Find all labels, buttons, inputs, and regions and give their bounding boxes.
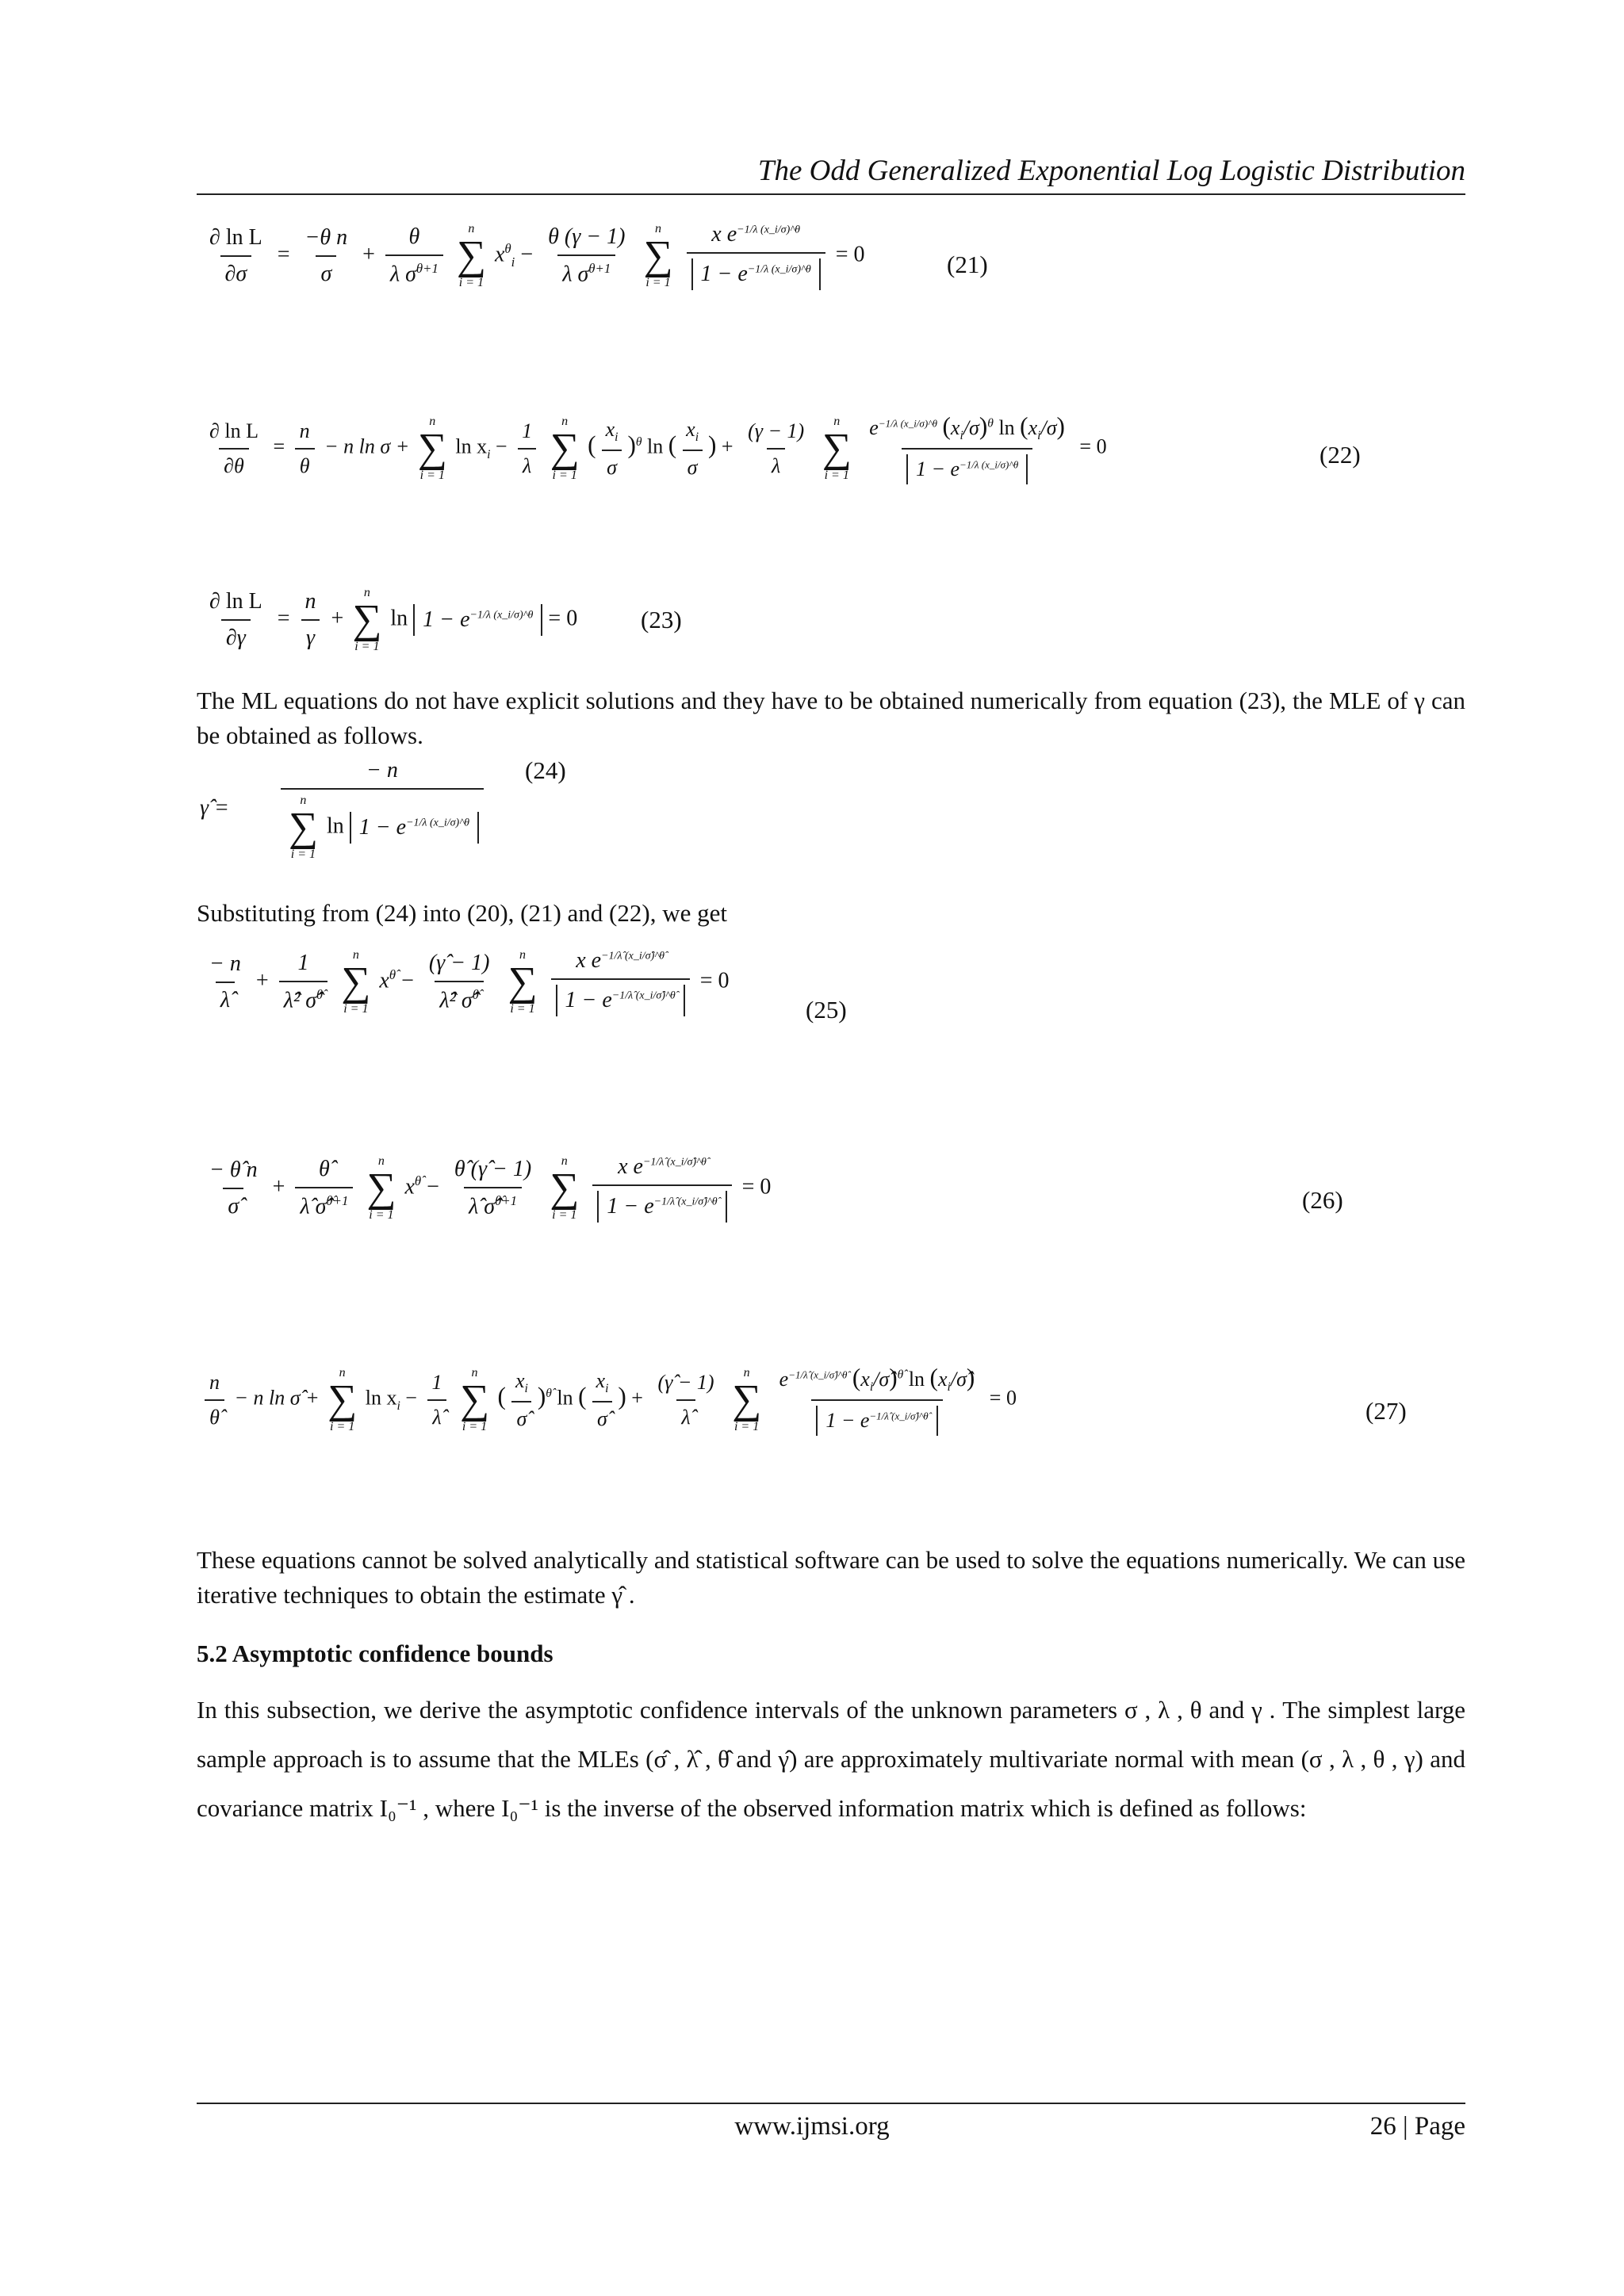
summation: n ∑ i = 1 (550, 1154, 580, 1222)
bracket: $1 - e^{-1/\lambda (x\_i/\sigma)\^{}\theta}$ (691, 258, 821, 290)
summation: n ∑ i = 1 (550, 414, 580, 482)
eq21-term1: $\frac{\text{−θ n}}{\sigma}$ (304, 225, 348, 286)
equation-24: γ̂ = − n n ∑ i = 1 $\ln 1 - e^{-1/\lambda (x\_i/\sigma)\^{}\theta}$ (200, 758, 530, 861)
eq26-term3: $\frac{\thetâ (\gammâ - 1)}{\lambdâ \sigmâ^{\thetâ+1}}$ (454, 1157, 532, 1219)
equation-23: $\frac{\text{∂ ln L}}{\partial\gamma}$ = $\frac{n}{\gamma}$ + n ∑ i = 1 $\ln 1 - e^{-1/\lambda (x\_i/\sigma)\^{}\theta} = 0$ (200, 587, 577, 653)
eq24-fraction: − n n ∑ i = 1 $\ln 1 - e^{-1/\lambda (x\_i/\sigma)\^{}\theta}$ (239, 758, 525, 861)
paragraph: The ML equations do not have explicit solutions and they have to be obtained numerically from equation (23), the MLE of γ can be obtained as follows. (197, 687, 1465, 749)
eq22-inner-fraction: $\frac{e^{-1/\lambda (x\_i/\sigma)\^{}\theta} (x_i/\sigma)^\theta \ln (x_i/\sigma)}{1 - e^{-1/\lambda (x\_i/\sigma)\^{}\theta}}$ (864, 412, 1070, 484)
eq25-term3: $\frac{(\gammâ - 1)}{\lambdâ^2 \sigmâ^{\thetâ}}$ (428, 951, 490, 1013)
eq27-term4: $\frac{1}{\lambdâ}$ (427, 1371, 446, 1429)
bracket: $1 - e^{-1/\lambdâ (x\_i/\sigmâ)\^{}\thetâ}$ (816, 1406, 937, 1436)
bracket: $1 - e^{-1/\lambda (x\_i/\sigma)\^{}\theta}$ (413, 604, 542, 636)
equation-number: (26) (1302, 1186, 1343, 1214)
header-rule (197, 193, 1465, 195)
bracket: $1 - e^{-1/\lambda (x\_i/\sigma)\^{}\theta}$ (350, 812, 479, 844)
eq21-term2: $\frac{\theta}{\lambda \sigma^{\theta+1}}$ (385, 224, 443, 287)
eq23-term1: $\frac{n}{\gamma}$ (301, 589, 321, 651)
equation-number: (27) (1365, 1397, 1407, 1425)
eq26-term1: $\frac{- \thetâ n}{\sigmâ}$ (209, 1158, 258, 1219)
section-heading: 5.2 Asymptotic confidence bounds (197, 1640, 553, 1667)
summation: n ∑ i = 1 (456, 222, 486, 289)
eq22-term4: $\frac{1}{\lambda}$ (517, 419, 537, 478)
eq25-term2: $\frac{1}{\lambdâ^2 \sigmâ^{\thetâ}}$ (279, 951, 328, 1013)
eq25-inner-fraction: $\frac{x e^{-1/\lambdâ (x\_i/\sigmâ)\^{}\thetâ}}{1 - e^{-1/\lambdâ (x\_i/\sigmâ)\^{}\thetâ}}$ (551, 948, 690, 1016)
eq21-inner-fraction: $\frac{x e^{-1/\lambda (x\_i/\sigma)\^{}\theta}}{1 - e^{-1/\lambda (x\_i/\sigma)\^{}\theta}}$ (687, 222, 825, 290)
equation-26: $\frac{- \thetâ n}{\sigmâ}$ + $\frac{\thetâ}{\lambdâ \sigmâ^{\thetâ+1}}$ n ∑ i = 1 $x^{\thetâ}$ − $\frac{\thetâ (\gammâ - 1)}{\lambdâ \sigmâ^{\thetâ+1}}$ n ∑ i = 1 $\frac{x e^{-1/\lambdâ (x\_i/\sigmâ)\^{}\thetâ}}{1 - e^{-1/\lambdâ (x\_i/\sigmâ)\^{}\thetâ}}$ = 0 (200, 1154, 771, 1223)
eq22-term5: $\frac{(\gamma - 1)}{\lambda}$ (748, 419, 805, 477)
footer-page-number: 26 | Page (1369, 2112, 1465, 2141)
equation-25: $\frac{- n}{\lambdâ}$ + $\frac{1}{\lambdâ^2 \sigmâ^{\thetâ}}$ n ∑ i = 1 $x^{\thetâ}$ − $\frac{(\gammâ - 1)}{\lambdâ^2 \sigmâ^{\thetâ}}$ n ∑ i = 1 $\frac{x e^{-1/\lambdâ (x\_i/\sigmâ)\^{}\thetâ}}{1 - e^{-1/\lambdâ (x\_i/\sigmâ)\^{}\thetâ}}$ = 0 (200, 948, 730, 1016)
eq27-ratio: $\frac{x_i}{\sigmâ}$ (511, 1369, 533, 1431)
eq22-ratio: $\frac{x_i}{\sigma}$ (681, 418, 703, 480)
eq22-term1: $\frac{n}{\theta}$ (295, 419, 315, 478)
eq27-inner-fraction: $\frac{e^{-1/\lambdâ (x\_i/\sigmâ)\^{}\thetâ} (x_i/\sigmâ)^{\thetâ} \ln (x_i/\sigmâ)}{1 - e^{-1/\lambdâ (x\_i/\sigmâ)\^{}\thetâ}}$ (775, 1364, 980, 1436)
summation: n ∑ i = 1 (366, 1154, 396, 1222)
footer-rule (197, 2103, 1465, 2104)
eq25-term1: $\frac{- n}{\lambdâ}$ (209, 951, 241, 1012)
equation-27: $\frac{n}{\thetâ}$ − n ln σ̂ + n ∑ i = 1 $\ln x_i$ − $\frac{1}{\lambdâ}$ n ∑ i = 1 ( $\frac{x_i}{\sigmâ}$ )$^{\thetâ}$ ln ( $\frac{x_i}{\sigmâ}$ ) + $\frac{(\gammâ - 1)}{\lambdâ}$ n ∑ i = 1 $\frac{e^{-1/\lambdâ (x\_i/\sigmâ)\^{}\thetâ} (x_i/\sigmâ)^{\thetâ} \ln (x_i/\sigmâ)}{1 - e^{-1/\lambdâ (x\_i/\sigmâ)\^{}\thetâ}}$ = 0 (200, 1364, 1017, 1436)
bracket: $1 - e^{-1/\lambda (x\_i/\sigma)\^{}\theta}$ (906, 454, 1028, 484)
paragraph: Substituting from (24) into (20), (21) and (22), we get (197, 899, 727, 927)
summation: n ∑ i = 1 (643, 222, 673, 289)
equation-21: $\frac{\text{∂ ln L}}{\partial\sigma}$ = $\frac{\text{−θ n}}{\sigma}$ + $\frac{\theta}{\lambda \sigma^{\theta+1}}$ n ∑ i = 1 $x^\theta_i$ − $\frac{\theta (\gamma - 1)}{\lambda \sigma^{\theta+1}}$ n ∑ i = 1 $\frac{x e^{-1/\lambda (x\_i/\sigma)\^{}\theta}}{1 - e^{-1/\lambda (x\_i/\sigma)\^{}\theta}}$ = 0 (200, 222, 865, 290)
eq21-term3: $\frac{\theta (\gamma - 1)}{\lambda \sigma^{\theta+1}}$ (548, 224, 626, 287)
summation: n ∑ i = 1 (508, 948, 538, 1016)
eq22-lhs: $\frac{\text{∂ ln L}}{\partial\theta}$ (209, 419, 259, 477)
paragraph: These equations cannot be solved analytically and statistical software can be used to solve the equations numerically. We can use iterative techniques to obtain the estimate γ̂ . (197, 1546, 1465, 1609)
summation: n ∑ i = 1 (732, 1365, 762, 1433)
eq22-ratio: $\frac{x_i}{\sigma}$ (601, 418, 623, 480)
equation-number: (23) (641, 606, 682, 633)
equation-number: (24) (525, 756, 566, 784)
eq23-lhs: $\frac{\text{∂ ln L}}{\partial\gamma}$ (209, 589, 262, 650)
eq27-ratio: $\frac{x_i}{\sigmâ}$ (592, 1369, 614, 1431)
equation-number: (22) (1320, 441, 1361, 469)
eq26-term2: $\frac{\thetâ}{\lambdâ \sigmâ^{\thetâ+1}}$ (295, 1157, 353, 1219)
eq27-term1: $\frac{n}{\thetâ}$ (205, 1371, 224, 1429)
eq21-lhs: $\frac{\text{∂ ln L}}{\partial\sigma}$ (209, 225, 262, 286)
summation: n ∑ i = 1 (327, 1365, 358, 1433)
equation-number: (21) (947, 251, 988, 278)
footer-website: www.ijmsi.org (734, 2112, 890, 2141)
eq27-term5: $\frac{(\gammâ - 1)}{\lambdâ}$ (657, 1370, 714, 1429)
equation-number: (25) (806, 996, 847, 1024)
bracket: $1 - e^{-1/\lambdâ (x\_i/\sigmâ)\^{}\thetâ}$ (597, 1191, 726, 1223)
summation: n ∑ i = 1 (341, 948, 371, 1016)
summation: n ∑ i = 1 (822, 414, 852, 482)
eq26-inner-fraction: $\frac{x e^{-1/\lambdâ (x\_i/\sigmâ)\^{}\thetâ}}{1 - e^{-1/\lambdâ (x\_i/\sigmâ)\^{}\thetâ}}$ (592, 1154, 731, 1223)
summation: n ∑ i = 1 (459, 1365, 490, 1433)
paragraph: In this subsection, we derive the asymptotic confidence intervals of the unknown parameters σ , λ , θ and γ . The simplest large sample approach is to assume that the MLEs (σ̂ , λ̂ , θ̂ and γ̂) are approximately multivariate normal with mean (σ , λ , θ , γ) and covariance matrix I₀⁻¹ , where I₀⁻¹ is the inverse of the observed information matrix which is defined as follows: (197, 1696, 1465, 1822)
bracket: $1 - e^{-1/\lambdâ (x\_i/\sigmâ)\^{}\thetâ}$ (556, 985, 685, 1016)
summation: n ∑ i = 1 (417, 414, 447, 482)
running-head: The Odd Generalized Exponential Log Logistic Distribution (757, 155, 1465, 187)
equation-22: $\frac{\text{∂ ln L}}{\partial\theta}$ = $\frac{n}{\theta}$ − n ln σ + n ∑ i = 1 $\ln x_i$ − $\frac{1}{\lambda}$ n ∑ i = 1 ( $\frac{x_i}{\sigma}$ )$^\theta$ ln ( $\frac{x_i}{\sigma}$ ) + $\frac{(\gamma - 1)}{\lambda}$ n ∑ i = 1 $\frac{e^{-1/\lambda (x\_i/\sigma)\^{}\theta} (x_i/\sigma)^\theta \ln (x_i/\sigma)}{1 - e^{-1/\lambda (x\_i/\sigma)\^{}\theta}}$ = 0 (200, 412, 1107, 484)
summation: n ∑ i = 1 (352, 586, 382, 653)
summation: n ∑ i = 1 (288, 794, 318, 861)
